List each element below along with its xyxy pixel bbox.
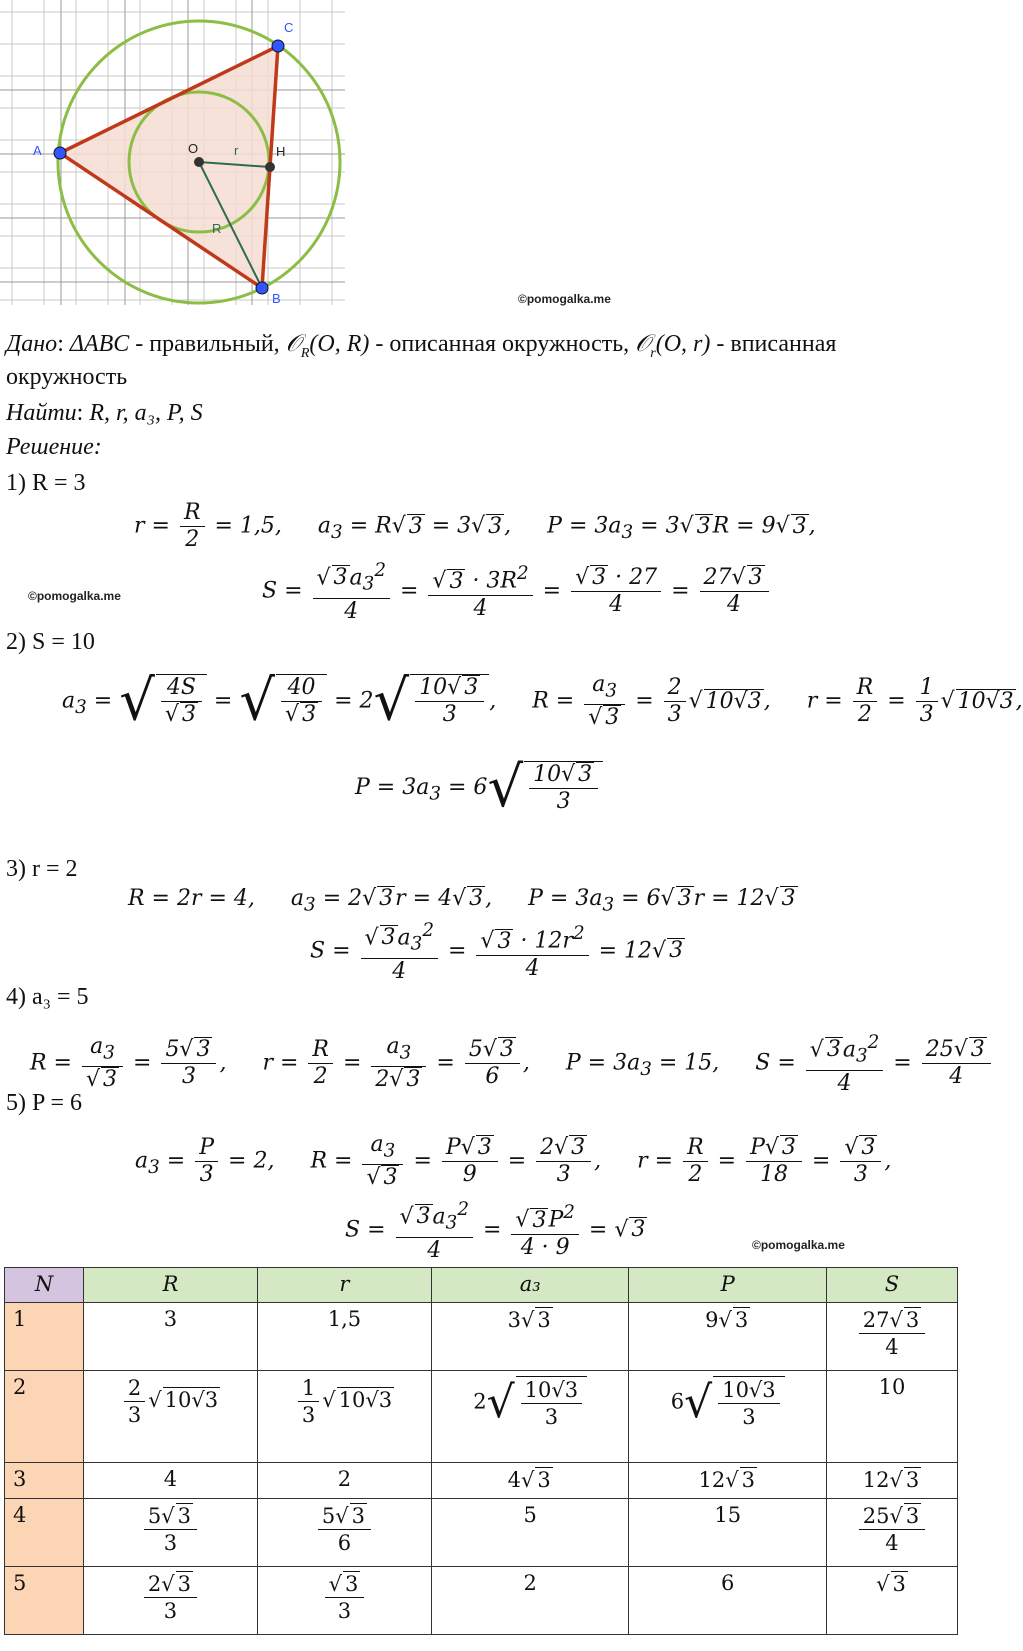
- cell: $\frac{2√ 3}{3}$: [84, 1567, 258, 1635]
- watermark: ©pomogalka.me: [518, 292, 611, 306]
- cell: 2: [431, 1567, 629, 1635]
- header-p: P: [629, 1268, 827, 1303]
- point-b: [256, 282, 268, 294]
- cell: 1,5: [257, 1303, 431, 1371]
- cell: 4√ 3: [431, 1463, 629, 1499]
- solution-label: Решение:: [6, 434, 102, 460]
- table-row: [5, 1371, 958, 1463]
- header-r-big: R: [84, 1268, 258, 1303]
- find-text: R, r, a₃, P, S: [89, 400, 203, 426]
- label-b: B: [272, 291, 281, 306]
- header-n: N: [5, 1268, 84, 1303]
- table-row: [5, 1499, 958, 1567]
- cell: $\frac{1}{3}$ √ 10√3: [257, 1371, 431, 1463]
- given-label: Дано: [6, 331, 58, 357]
- row-number: 3: [5, 1463, 84, 1499]
- case1-line2: S = $\frac{√ 3a_3^2}{4}$ = $\frac{√ 3 \cdot 3R^2}{4}$ = $\frac{√ 3 \cdot 27}{4}$ = $\frac{27√ 3}{4}$: [262, 558, 772, 625]
- case2-line2: $P = 3a_3 = 6√$ $\frac{10√ 3}{3}$: [355, 760, 603, 816]
- case1-head: 1) R = 3: [6, 470, 86, 496]
- row-number: 4: [5, 1499, 84, 1567]
- case2-line1: $a_3$ = √ $\frac{4S}{√ 3}$ = √ $\frac{40}{√ 3}$ = 2√ $\frac{10√ 3}{3}$ , R = $\frac{a_3}{√ 3}$ = $\frac{2}{3}$ √ 10√3, r = $\frac{R}{2}$ = $\frac{1}{3}$ √ 10√3,: [62, 668, 1023, 734]
- label-h: H: [276, 144, 286, 159]
- row-number: 1: [5, 1303, 84, 1371]
- case1-line1: r = $\frac{R}{2}$ = 1,5, $a_3 = R√$ 3 = 3√ 3, $P = 3a_3 = 3√$ 3R = 9√ 3,: [134, 500, 816, 552]
- case4-head: 4) a₃ = 5: [6, 984, 89, 1010]
- case2-head: 2) S = 10: [6, 629, 95, 655]
- given-text: - правильный,: [129, 331, 286, 357]
- given-triangle: ΔABC: [69, 331, 130, 357]
- case3-line1: R = 2r = 4, $a_3 = 2√$ 3r = 4√ 3, $P = 3a_3 = 6√$ 3r = 12√ 3: [128, 886, 796, 916]
- header-a3: a₃: [431, 1268, 629, 1303]
- cell: 3: [84, 1303, 258, 1371]
- cell: $\frac{27√ 3}{4}$: [827, 1303, 958, 1371]
- table-header-row: [5, 1268, 958, 1303]
- label-a: A: [33, 143, 42, 158]
- table-row: [5, 1303, 958, 1371]
- cell: 10: [827, 1371, 958, 1463]
- watermark-2: ©pomogalka.me: [28, 589, 121, 603]
- table-row: [5, 1567, 958, 1635]
- row-number: 2: [5, 1371, 84, 1463]
- triangle-fill: [60, 46, 278, 288]
- point-o: [194, 157, 204, 167]
- watermark-3: ©pomogalka.me: [752, 1238, 845, 1252]
- case5-line1: $a_3$ = $\frac{P}{3}$ = 2, R = $\frac{a_3}{√ 3}$ = $\frac{P√ 3}{9}$ = $\frac{2√ 3}{3}$ , r = $\frac{R}{2}$ = $\frac{P√ 3}{18}$ = $\frac{√ 3}{3}$ ,: [135, 1132, 892, 1191]
- table-row: [5, 1463, 958, 1499]
- cell: 2: [257, 1463, 431, 1499]
- label-r-small: r: [234, 143, 239, 158]
- point-h: [265, 162, 275, 172]
- cell: 6: [629, 1567, 827, 1635]
- case3-line2: S = $\frac{√ 3a_3^2}{4}$ = $\frac{√ 3 \cdot 12r^2}{4}$ = 12√ 3: [310, 920, 684, 984]
- label-o: O: [188, 141, 199, 156]
- cell: 5: [431, 1499, 629, 1567]
- case5-line2: S = $\frac{√ 3a_3^2}{4}$ = $\frac{√ 3P^2}{4 \cdot 9}$ = √ 3: [345, 1199, 646, 1263]
- cell: √ 3: [827, 1567, 958, 1635]
- header-s: S: [827, 1268, 958, 1303]
- given-line2: окружность: [6, 364, 128, 390]
- cell: 6√ $\frac{10√3}{3}$: [629, 1371, 827, 1463]
- cell: 15: [629, 1499, 827, 1567]
- given-text-circum: - описанная окружность,: [369, 331, 636, 357]
- cell: $\frac{5√ 3}{3}$: [84, 1499, 258, 1567]
- find-label: Найти: [6, 400, 77, 426]
- given-circum: 𝒪$_R$(O, R): [285, 331, 370, 361]
- point-c: [272, 40, 284, 52]
- cell: $\frac{5√ 3}{6}$: [257, 1499, 431, 1567]
- header-r-small: r: [257, 1268, 431, 1303]
- find-line: Найти: R, r, a₃, P, S: [6, 400, 203, 426]
- cell: 12√ 3: [629, 1463, 827, 1499]
- cell: 2√ $\frac{10√3}{3}$: [431, 1371, 629, 1463]
- label-r-big: R: [212, 221, 222, 236]
- cell: 12√ 3: [827, 1463, 958, 1499]
- cell: 4: [84, 1463, 258, 1499]
- cell: $\frac{√ 3}{3}$: [257, 1567, 431, 1635]
- point-a: [54, 147, 66, 159]
- row-number: 5: [5, 1567, 84, 1635]
- case3-head: 3) r = 2: [6, 856, 78, 882]
- cell: $\frac{2}{3}$ √ 10√3: [84, 1371, 258, 1463]
- case5-head: 5) P = 6: [6, 1090, 82, 1116]
- label-c: C: [284, 20, 294, 35]
- given-inscr: 𝒪$_r$(O, r): [635, 331, 711, 361]
- geometry-figure: [0, 0, 350, 310]
- case4-line1: R = $\frac{a_3}{√ 3}$ = $\frac{5√ 3}{3}$ , r = $\frac{R}{2}$ = $\frac{a_3}{2√ 3}$ = $\frac{5√ 3}{6}$ , $P = 3a_3 = 15$, S = $\frac{√ 3a_3^2}{4}$ = $\frac{25√ 3}{4}$: [30, 1030, 994, 1097]
- given-text-inscr: - вписанная: [710, 331, 837, 357]
- results-table: [4, 1267, 958, 1635]
- given-line: Дано: ΔABC - правильный, 𝒪$_R$(O, R) - описанная окружность, 𝒪$_r$(O, r) - вписанная: [6, 331, 837, 361]
- cell: $\frac{25√ 3}{4}$: [827, 1499, 958, 1567]
- cell: 3√ 3: [431, 1303, 629, 1371]
- cell: 9√ 3: [629, 1303, 827, 1371]
